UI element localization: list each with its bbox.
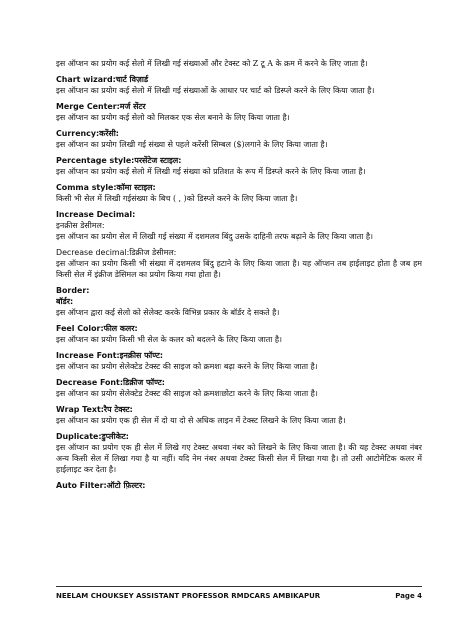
- section-sort-z-to-a: [56, 58, 422, 69]
- section-feel-color: [56, 323, 422, 345]
- paragraph: इस ऑप्शन का प्रयोग कई सेलो में लिखी गई संख्याओं के आधार पर चार्ट को डिस्प्ले करने के लिए किया जाता है।: [56, 86, 375, 95]
- page-footer: [56, 586, 422, 601]
- section-decrease-font: [56, 377, 422, 399]
- section-currency: [56, 128, 422, 150]
- paragraph: इस ऑप्शन का प्रयोग कई सेलो को मिलकर एक सेल बनाने के लिए किया जाता है।: [56, 113, 290, 122]
- paragraph: इस ऑप्शन का प्रयोग एक ही सेल में दो या दो से अधिक लाइन में टेक्स्ट लिखने के लिए किया जाता है।: [56, 416, 346, 425]
- section-duplicate: [56, 431, 422, 475]
- paragraph: इस ऑप्शन का प्रयोग किसी भी सेल के कलर को बदलने के लिए किया जाता है।: [56, 335, 283, 344]
- paragraph: किसी भी सेल में लिखी गईसंख्या के बिच ( , )को डिस्प्ले करने के लिए किया जाता है।: [56, 194, 298, 203]
- section-heading: Border:: [56, 286, 90, 295]
- section-increase-decimal: [56, 209, 422, 242]
- paragraph: इस ऑप्शन का प्रयोग कई सेलो में लिखी गई संख्या को प्रतिशत के रूप में डिस्प्ले करने के लिए किया जाता है।: [56, 167, 366, 176]
- section-chart-wizard: [56, 74, 422, 96]
- section-heading: Feel Color:फील कलर:: [56, 324, 138, 333]
- section-heading: Comma style:कॉमा स्टाइल:: [56, 183, 156, 192]
- paragraph: इस ऑप्शन का प्रयोग लिखी गई संख्या से पहले करेंसी सिम्बल ($)लगाने के लिए किया जाता है।: [56, 140, 328, 149]
- section-comma-style: [56, 182, 422, 204]
- section-heading: Chart wizard:चार्ट विज़ार्ड: [56, 75, 149, 84]
- paragraph: इस ऑप्शन का प्रयोग किसी भी संख्या में दशमलव बिंदु हटाने के लिए किया जाता है। यह ऑप्शन तब हाईलाइट होता है जब हम किसी सेल में इंक्रीज डेसिमल का प्रयोग किया गया होता है।: [56, 259, 422, 279]
- section-heading: Currency:करेंसी:: [56, 129, 119, 138]
- paragraph: इस ऑप्शन द्वारा कई सेलो को सेलेक्ट करके विभिन्न प्रकार के बॉर्डर दे सकते है।: [56, 308, 280, 317]
- section-subheading: इनक्रीस डेसीमल:: [56, 221, 105, 230]
- section-heading: Duplicate:डुप्लीकेट:: [56, 432, 129, 441]
- footer-author: NEELAM CHOUKSEY ASSISTANT PROFESSOR RMDCARS AMBIKAPUR: [56, 592, 321, 600]
- section-merge-center: [56, 101, 422, 123]
- section-heading: Wrap Text:रैप टेक्स्ट:: [56, 405, 133, 414]
- section-wrap-text: [56, 404, 422, 426]
- paragraph: इस ऑप्शन का प्रयोग कई सेलो में लिखी गई संख्याओं और टेक्स्ट को Z टू A के क्रम में करने के लिए जाता है।: [56, 59, 368, 68]
- paragraph: इस ऑप्शन का प्रयोग सेल में लिखी गई संख्या में दशमलव बिंदु उसके दाहिनी तरफ बढ़ाने के लिए किया जाता है।: [56, 232, 374, 241]
- paragraph: इस ऑप्शन का प्रयोग सेलेक्टेड टेक्स्ट की साइज को क्रमशःछोटा करने के लिए किया जाता है।: [56, 389, 318, 398]
- section-heading: Auto Filter:ऑटो फ़िल्टर:: [56, 481, 146, 490]
- section-heading-hindi: बॉर्डर:: [56, 297, 74, 306]
- section-heading: Increase Decimal:: [56, 210, 136, 219]
- section-heading: Increase Font:इनक्रीस फॉण्ट:: [56, 351, 163, 360]
- section-increase-font: [56, 350, 422, 372]
- section-heading: Percentage style:परसेंटेज स्टाइल:: [56, 156, 182, 165]
- section-auto-filter: [56, 480, 422, 491]
- section-heading: Decrease Font:डिक्रीज फॉण्ट:: [56, 378, 165, 387]
- section-border: [56, 285, 422, 318]
- section-percentage-style: [56, 155, 422, 177]
- paragraph: इस ऑप्शन का प्रयोग एक ही सेल में लिखे गए टेक्स्ट अथवा नंबर को लिखने के लिए किया जाता है। की यह टेक्स्ट अथवा नंबर अन्य किसी सेल में लिखा गया है या नहीं। यदि नेम नंबर अथवा टेक्स्ट किसी सेल में लिखा गया है। तो उसी आटोमेटिक कलर में हाईलाइट कर देता है।: [56, 443, 422, 474]
- section-decrease-decimal: [56, 247, 422, 280]
- section-heading: Merge Center:मर्ज सेंटर: [56, 102, 146, 111]
- paragraph: इस ऑप्शन का प्रयोग सेलेक्टेड टेक्स्ट की साइज को क्रमशः बढ़ा करने के लिए किया जाता है।: [56, 362, 318, 371]
- section-subheading: Decrease decimal:डिक्रीज डेसीमल:: [56, 248, 177, 257]
- page-number: Page 4: [395, 592, 422, 600]
- document-body: [56, 58, 422, 578]
